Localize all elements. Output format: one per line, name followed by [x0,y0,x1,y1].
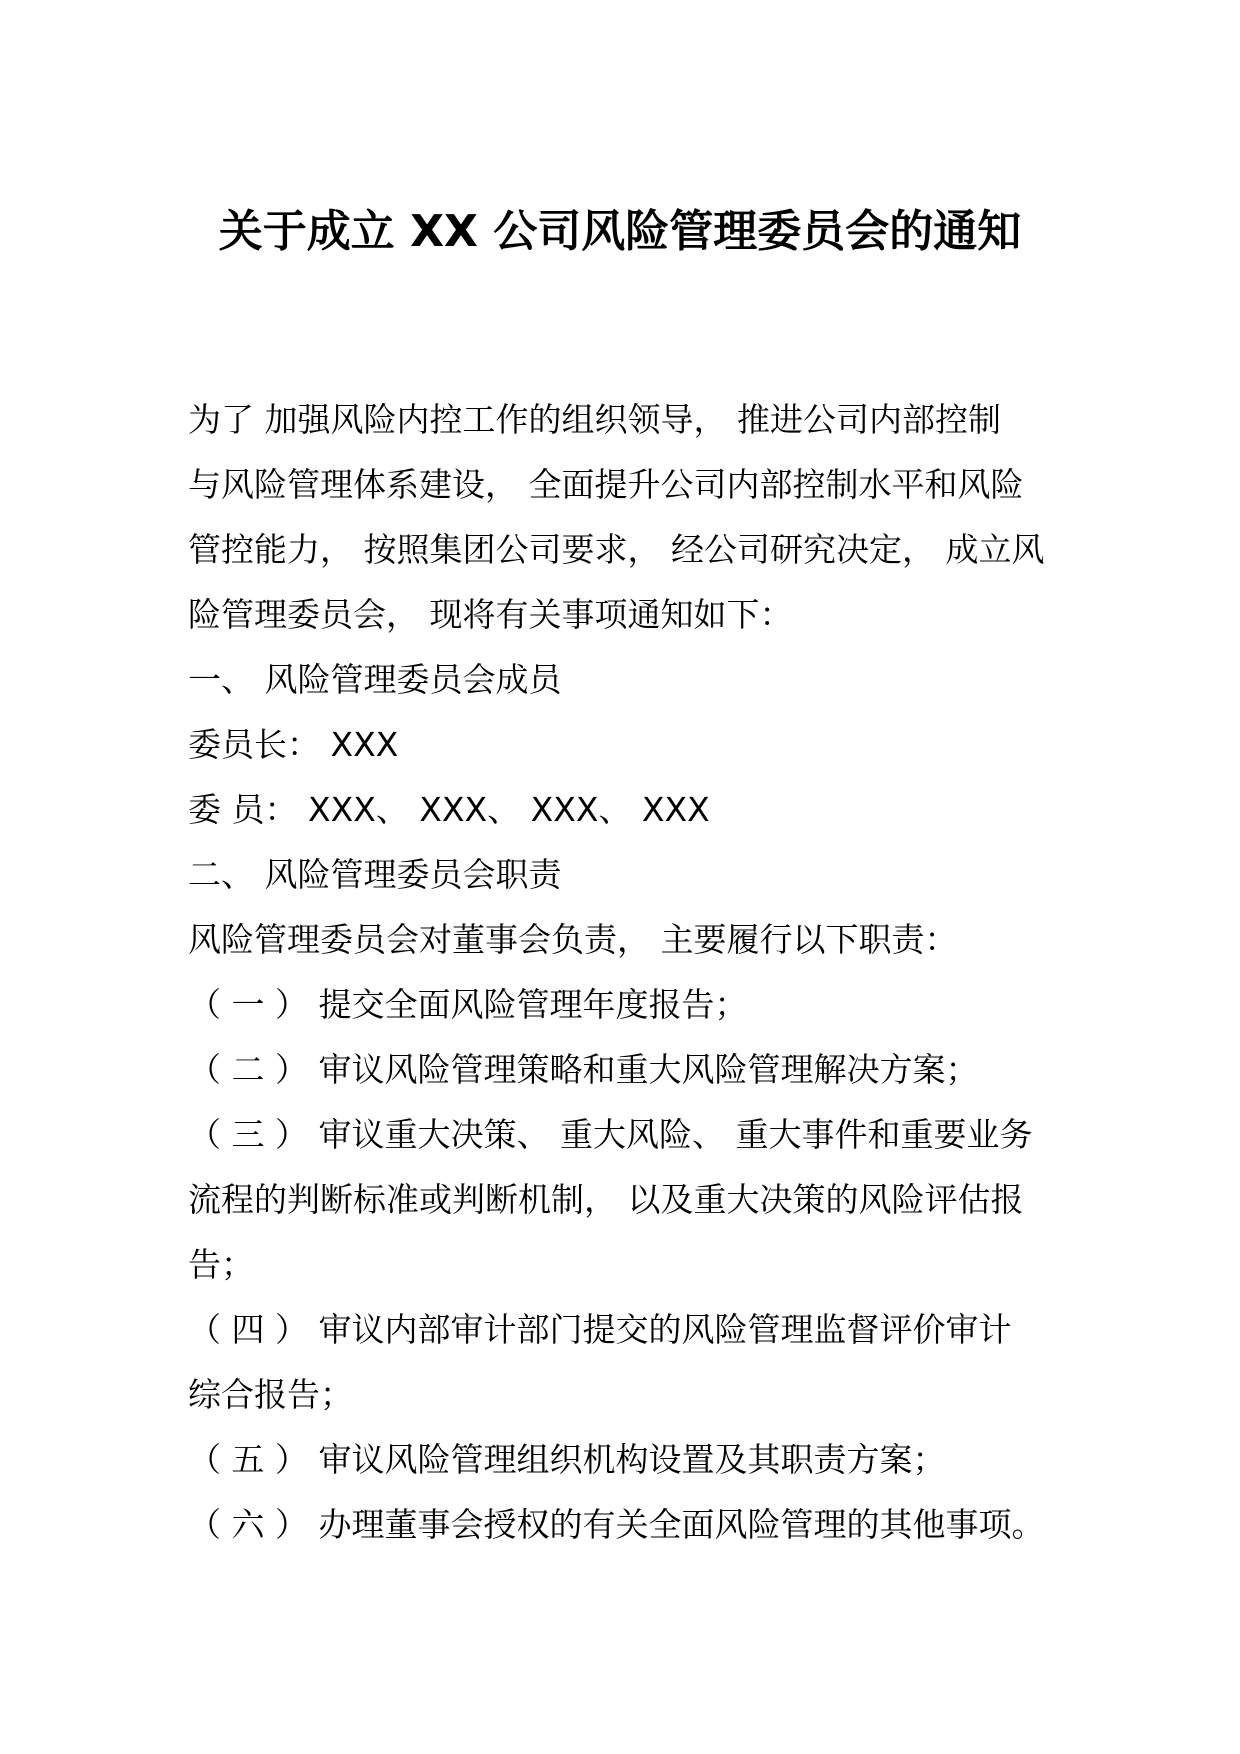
list-item: （ 三 ） 审议重大决策、 重大风险、 重大事件和重要业务 [188,1115,1033,1154]
list-item: （ 一 ） 提交全面风险管理年度报告； [188,985,748,1024]
list-item: （ 五 ） 审议风险管理组织机构设置及其职责方案； [188,1440,946,1479]
list-item-continuation: 综合报告； [188,1375,353,1414]
body-line: 风险管理委员会对董事会负责， 主要履行以下职责： [188,920,958,959]
section-heading: 二、 风险管理委员会职责 [188,855,562,894]
list-item-continuation: 流程的判断标准或判断机制， 以及重大决策的风险评估报 [188,1180,1024,1219]
document-body [188,387,1068,1557]
body-line: 为了 加强风险内控工作的组织领导， 推进公司内部控制 [188,400,1001,439]
list-item: （ 二 ） 审议风险管理策略和重大风险管理解决方案； [188,1050,979,1089]
body-line: 委 员： XXX、 XXX、 XXX、 XXX [188,790,710,829]
list-item: （ 六 ） 办理董事会授权的有关全面风险管理的其他事项。 [188,1505,1045,1544]
body-line: 管控能力， 按照集团公司要求， 经公司研究决定， 成立风 [188,530,1045,569]
section-heading: 一、 风险管理委员会成员 [188,660,562,699]
body-line: 委员长： XXX [188,725,399,764]
document-title: 关于成立 XX 公司风险管理委员会的通知 [218,206,1022,257]
list-item: （ 四 ） 审议内部审计部门提交的风险管理监督评价审计 [188,1310,1012,1349]
list-item-continuation: 告； [188,1245,254,1284]
body-line: 险管理委员会， 现将有关事项通知如下： [188,595,793,634]
body-line: 与风险管理体系建设， 全面提升公司内部控制水平和风险 [188,465,1024,504]
